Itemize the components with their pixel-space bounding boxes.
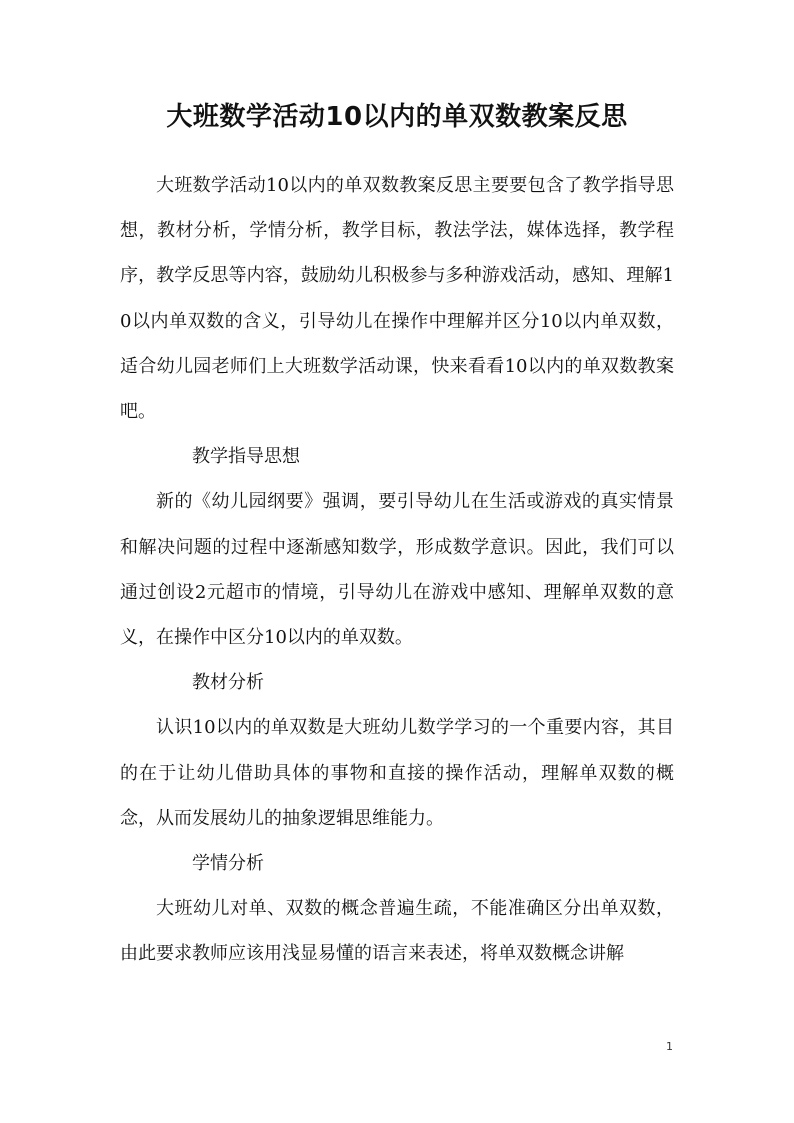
section-heading-material-analysis: 教材分析 bbox=[192, 672, 264, 694]
document-body bbox=[120, 163, 674, 977]
page-number: 1 bbox=[666, 1040, 673, 1053]
section-heading-teaching-philosophy: 教学指导思想 bbox=[192, 446, 300, 468]
section-body-learner-analysis: 大班幼儿对单、双数的概念普遍生疏，不能准确区分出单双数，由此要求教师应该用浅显易懂的语言来表述，将单双数概念讲解 bbox=[120, 898, 674, 965]
section-body-teaching-philosophy: 新的《幼儿园纲要》强调，要引导幼儿在生活或游戏的真实情景和解决问题的过程中逐渐感知数学，形成数学意识。因此，我们可以通过创设2元超市的情境，引导幼儿在游戏中感知、理解单双数的意义，在操作中区分10以内的单双数。 bbox=[120, 491, 674, 649]
page-title: 大班数学活动10以内的单双数教案反思 bbox=[166, 102, 628, 132]
section-body-material-analysis: 认识10以内的单双数是大班幼儿数学学习的一个重要内容，其目的在于让幼儿借助具体的事物和直接的操作活动，理解单双数的概念，从而发展幼儿的抽象逻辑思维能力。 bbox=[120, 717, 674, 829]
section-heading-learner-analysis: 学情分析 bbox=[192, 853, 264, 875]
intro-paragraph: 大班数学活动10以内的单双数教案反思主要要包含了教学指导思想，教材分析，学情分析，教学目标，教法学法，媒体选择，教学程序，教学反思等内容，鼓励幼儿积极参与多种游戏活动，感知、理解10以内单双数的含义，引导幼儿在操作中理解并区分10以内单双数，适合幼儿园老师们上大班数学活动课，快来看看10以内的单双数教案吧。 bbox=[120, 175, 674, 423]
